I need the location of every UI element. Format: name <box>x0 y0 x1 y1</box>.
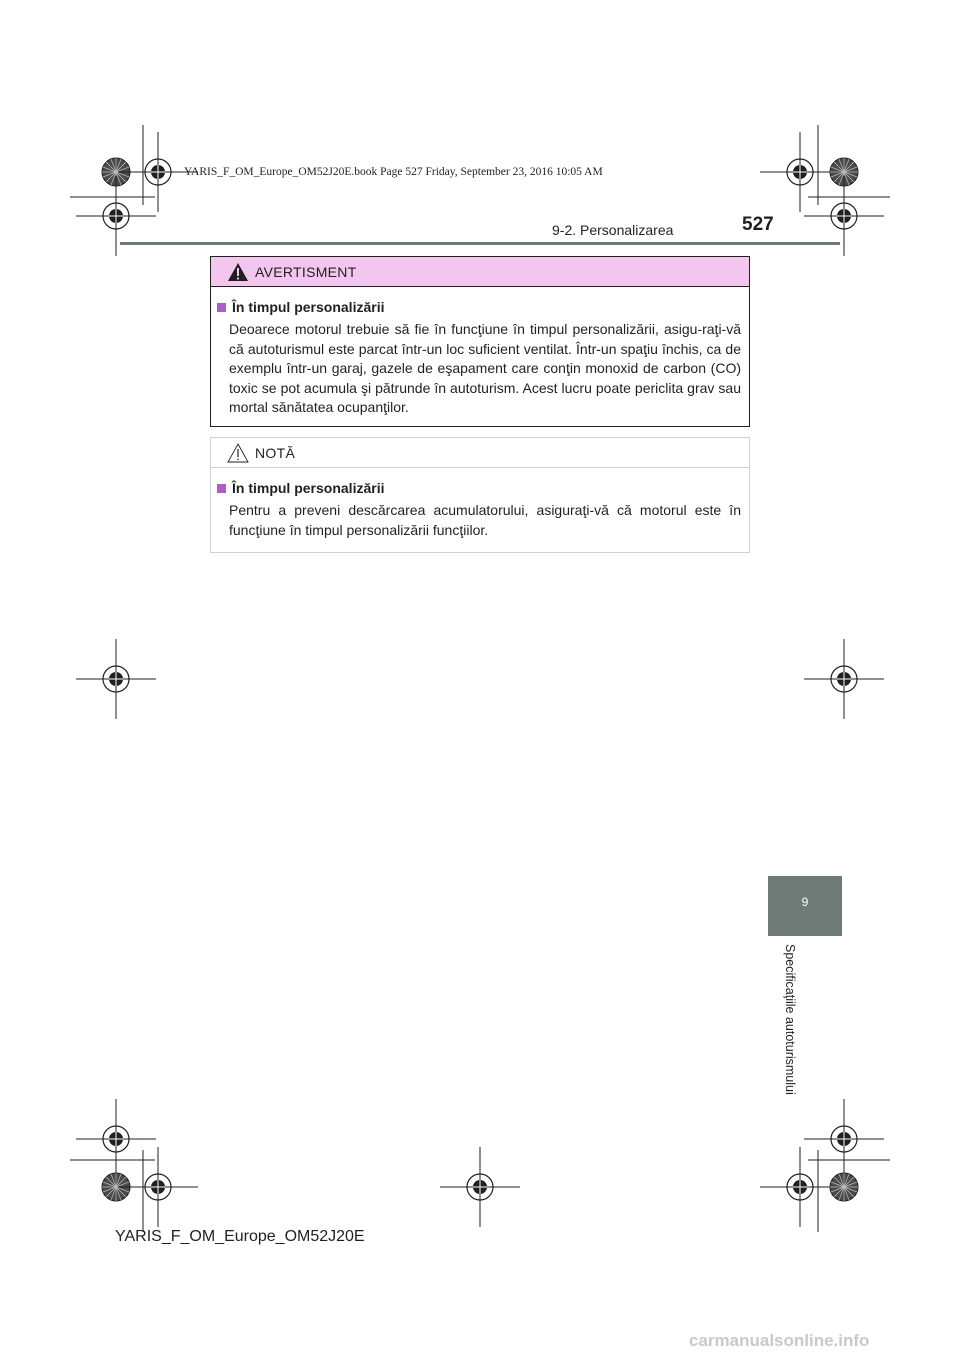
chapter-number: 9 <box>801 895 809 909</box>
notice-box <box>210 437 750 553</box>
warning-header <box>211 257 749 287</box>
caution-triangle-outline-icon <box>227 443 249 463</box>
bullet-square-icon <box>217 303 226 312</box>
chapter-label: Specificaţiile autoturismului <box>783 944 797 1095</box>
footer-code: YARIS_F_OM_Europe_OM52J20E <box>115 1228 365 1245</box>
notice-item-title: În timpul personalizării <box>217 480 384 496</box>
section-title: 9-2. Personalizarea <box>552 222 674 238</box>
header-rule <box>120 242 840 245</box>
notice-item-text: Pentru a preveni descărcarea acumulatorului, asiguraţi-vă că motorul este în funcţiune în timpul personalizării funcţiilor. <box>229 502 741 538</box>
warning-triangle-icon <box>227 262 249 282</box>
warning-item-text: Deoarece motorul trebuie să fie în funcţiune în timpul personalizării, asigu-raţi-vă că autoturismul este parcat într-un loc suficient ventilat. Într-un spaţiu închis, ca de exemplu într-un garaj, gazele de eşapament care conţin monoxid de carbon (CO) toxic se pot acumula şi pătrunde în autoturism. Acest lucru poate periclita grav sau mortal sănătatea ocupanţilor. <box>229 321 741 415</box>
notice-label: NOTĂ <box>255 445 296 461</box>
notice-header <box>211 438 749 468</box>
warning-box <box>210 256 750 427</box>
warning-item-title: În timpul personalizării <box>217 299 384 315</box>
bullet-square-icon <box>217 484 226 493</box>
warning-label: AVERTISMENT <box>255 264 357 280</box>
page-number: 527 <box>742 214 774 235</box>
book-stamp: YARIS_F_OM_Europe_OM52J20E.book Page 527 Friday, September 23, 2016 10:05 AM <box>184 166 603 178</box>
watermark: carmanualsonline.info <box>689 1331 870 1350</box>
